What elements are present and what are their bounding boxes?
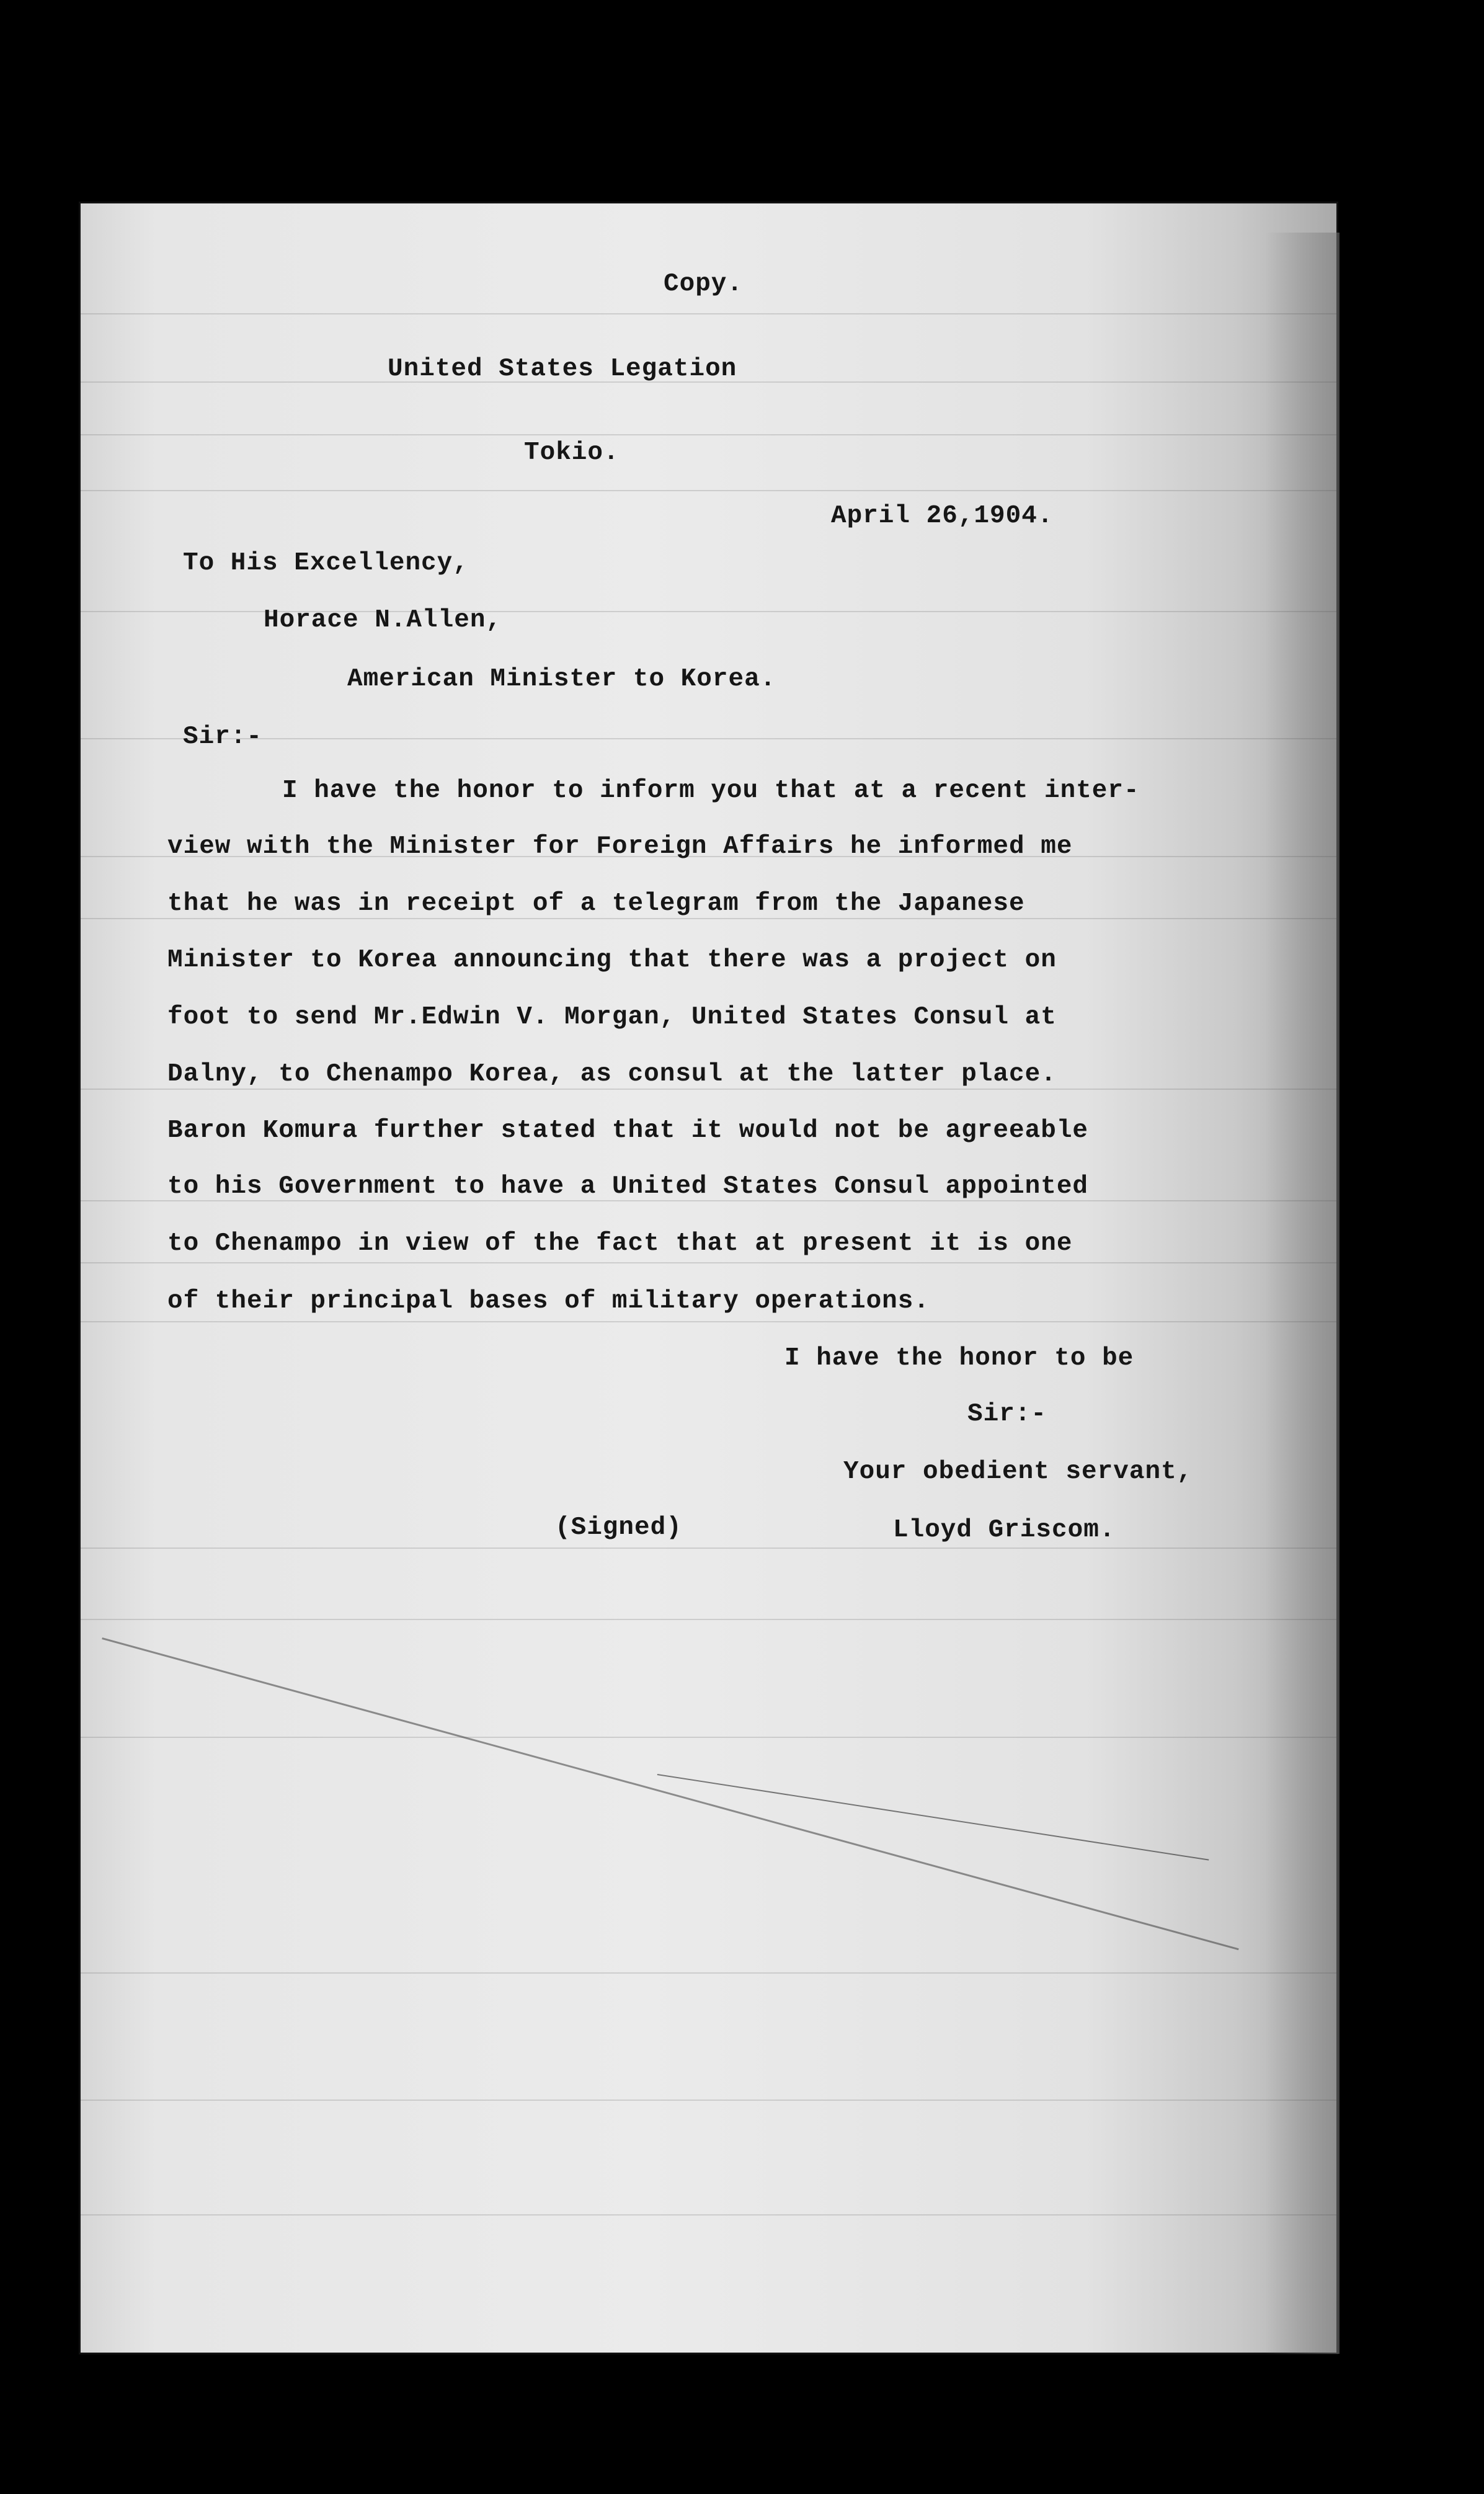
body-line: to Chenampo in view of the fact that at present it is one — [167, 1229, 1073, 1258]
paper-rule — [81, 918, 1336, 919]
body-line: Minister to Korea announcing that there was a project on — [167, 946, 1057, 974]
paper-rule — [81, 1737, 1336, 1738]
closing-sir: Sir:- — [967, 1400, 1047, 1428]
paper-rule — [81, 490, 1336, 491]
document-page — [81, 203, 1336, 2353]
paper-rule — [81, 313, 1336, 314]
greeting: Sir:- — [183, 723, 263, 751]
paper-rule — [81, 2100, 1336, 2101]
paper-rule — [81, 434, 1336, 435]
addressee-title: American Minister to Korea. — [347, 665, 776, 693]
body-line: I have the honor to inform you that at a recent inter- — [282, 777, 1140, 805]
body-line: of their principal bases of military operations. — [167, 1287, 930, 1316]
addressee-name: Horace N.Allen, — [264, 606, 502, 635]
paper-rule — [81, 1321, 1336, 1322]
paper-rule — [81, 738, 1336, 739]
legation-name: United States Legation — [388, 355, 737, 383]
addressee-salutation: To His Excellency, — [183, 549, 469, 577]
signed-note: (Signed) — [555, 1513, 682, 1542]
letter-date: April 26,1904. — [831, 502, 1054, 530]
paper-rule — [81, 1972, 1336, 1974]
body-line: to his Government to have a United States Consul appointed — [167, 1172, 1089, 1201]
copy-heading: Copy. — [664, 270, 744, 298]
paper-rule — [81, 1619, 1336, 1620]
paper-rule — [81, 1262, 1336, 1263]
signature: Lloyd Griscom. — [893, 1516, 1116, 1544]
paper-rule — [81, 1089, 1336, 1090]
paper-rule — [81, 2214, 1336, 2216]
body-line: Baron Komura further stated that it would not be agreeable — [167, 1116, 1089, 1145]
legation-city: Tokio. — [524, 439, 620, 467]
closing-line: I have the honor to be — [784, 1344, 1134, 1373]
paper-rule — [81, 1548, 1336, 1549]
body-line: Dalny, to Chenampo Korea, as consul at the latter place. — [167, 1060, 1057, 1089]
closing-valediction: Your obedient servant, — [843, 1458, 1193, 1486]
body-line: that he was in receipt of a telegram from the Japanese — [167, 889, 1025, 918]
body-line: view with the Minister for Foreign Affairs he informed me — [167, 832, 1073, 861]
body-line: foot to send Mr.Edwin V. Morgan, United States Consul at — [167, 1003, 1057, 1031]
page-edge-shadow — [1265, 233, 1340, 2354]
